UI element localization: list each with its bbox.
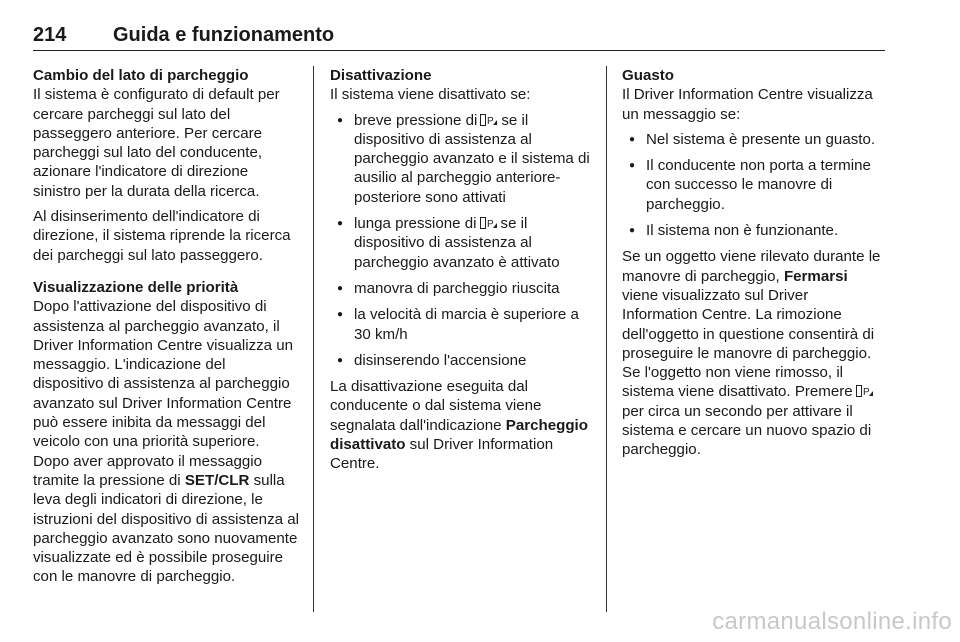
list-item: ● Il conducente non porta a termine con successo le manovre di parcheggio. — [622, 156, 887, 214]
paragraph: Il Driver Information Centre visualizza un messaggio se: — [622, 86, 873, 123]
column-2 — [330, 66, 592, 480]
parking-disabled-label: Parcheggio disattivato — [330, 416, 588, 454]
paragraph: La disattivazione eseguita dal conducente o dal sistema viene segnalata dall'indicazione Parcheggio disattivato sul Driver Information Centre. — [330, 378, 588, 473]
section-title-fault: Guasto — [622, 67, 674, 84]
page-number: 214 — [33, 24, 67, 46]
svg-text:P: P — [862, 387, 870, 398]
paragraph: Il sistema viene disattivato se: — [330, 86, 531, 104]
fault-list — [622, 130, 887, 240]
list-item: ● disinserendo l'accensione — [330, 351, 592, 370]
paragraph: Al disinserimento dell'indicatore di direzione, il sistema riprende la ricerca dei parcheggi sul lato passeggero. — [33, 208, 291, 264]
list-item: ● Il sistema non è funzionante. — [622, 221, 887, 240]
set-clr-label: SET/CLR — [184, 471, 250, 489]
column-1 — [33, 66, 299, 593]
section-title-parking-side: Cambio del lato di parcheggio — [33, 67, 249, 84]
stop-label: Fermarsi — [783, 267, 848, 285]
paragraph: Se un oggetto viene rilevato durante le manovre di parcheggio, Fermarsi viene visualizzato sul Driver Information Centre. La rimozione dell'oggetto in questione consentirà di proseguire le manovre di parcheggio. Se l'oggetto non viene rimosso, il sistema viene disattivato. Premere P per circa un secondo per attivare il sistema e cercare un nuovo spazio di parcheggio. — [622, 248, 881, 459]
list-item: ● lunga pressione di P se il dispositivo di assistenza al parcheggio avanzato è attivato — [330, 214, 592, 272]
column-divider-1 — [313, 66, 314, 612]
svg-text:P: P — [487, 115, 495, 126]
list-item: ● manovra di parcheggio riuscita — [330, 279, 592, 298]
deactivation-list — [330, 111, 592, 371]
column-3 — [622, 66, 887, 466]
svg-text:P: P — [486, 219, 494, 230]
parking-assist-icon — [480, 114, 498, 126]
parking-assist-icon — [480, 217, 498, 229]
page-title: Guida e funzionamento — [113, 24, 335, 46]
paragraph: Il sistema è configurato di default per cercare parcheggi sul lato del passeggero anteriore. Per cercare parcheggi sul lato del conducente, azionare l'indicatore di direzione sinistro per la durata della ricerca. — [33, 86, 280, 200]
page-header — [33, 20, 885, 51]
parking-assist-icon — [856, 385, 874, 397]
section-title-priority: Visualizzazione delle priorità — [33, 278, 239, 296]
list-item: ● breve pressione di P se il dispositivo di assistenza al parcheggio avanzato e il sistema di ausilio al parcheggio anteriore-posteriore sono attivati — [330, 111, 592, 207]
watermark: carmanualsonline.info — [712, 608, 952, 635]
section-title-deactivation: Disattivazione — [330, 67, 432, 84]
list-item: ● la velocità di marcia è superiore a 30 km/h — [330, 305, 592, 344]
paragraph: Dopo l'attivazione del dispositivo di assistenza al parcheggio avanzato, il Driver Information Centre visualizza un messaggio. L'indicazione del dispositivo di assistenza al parcheggio avanzato sul Driver Information Centre può essere inibita da messaggi del veicolo con una priorità superiore. Dopo aver approvato il messaggio tramite la pressione di SET/CLR sulla leva degli indicatori di direzione, le istruzioni del dispositivo di assistenza al parcheggio avanzato sono nuovamente visualizzate ed è possibile proseguire con le manovre di parcheggio. — [33, 298, 299, 586]
list-item: ● Nel sistema è presente un guasto. — [622, 130, 887, 149]
column-divider-2 — [606, 66, 607, 612]
